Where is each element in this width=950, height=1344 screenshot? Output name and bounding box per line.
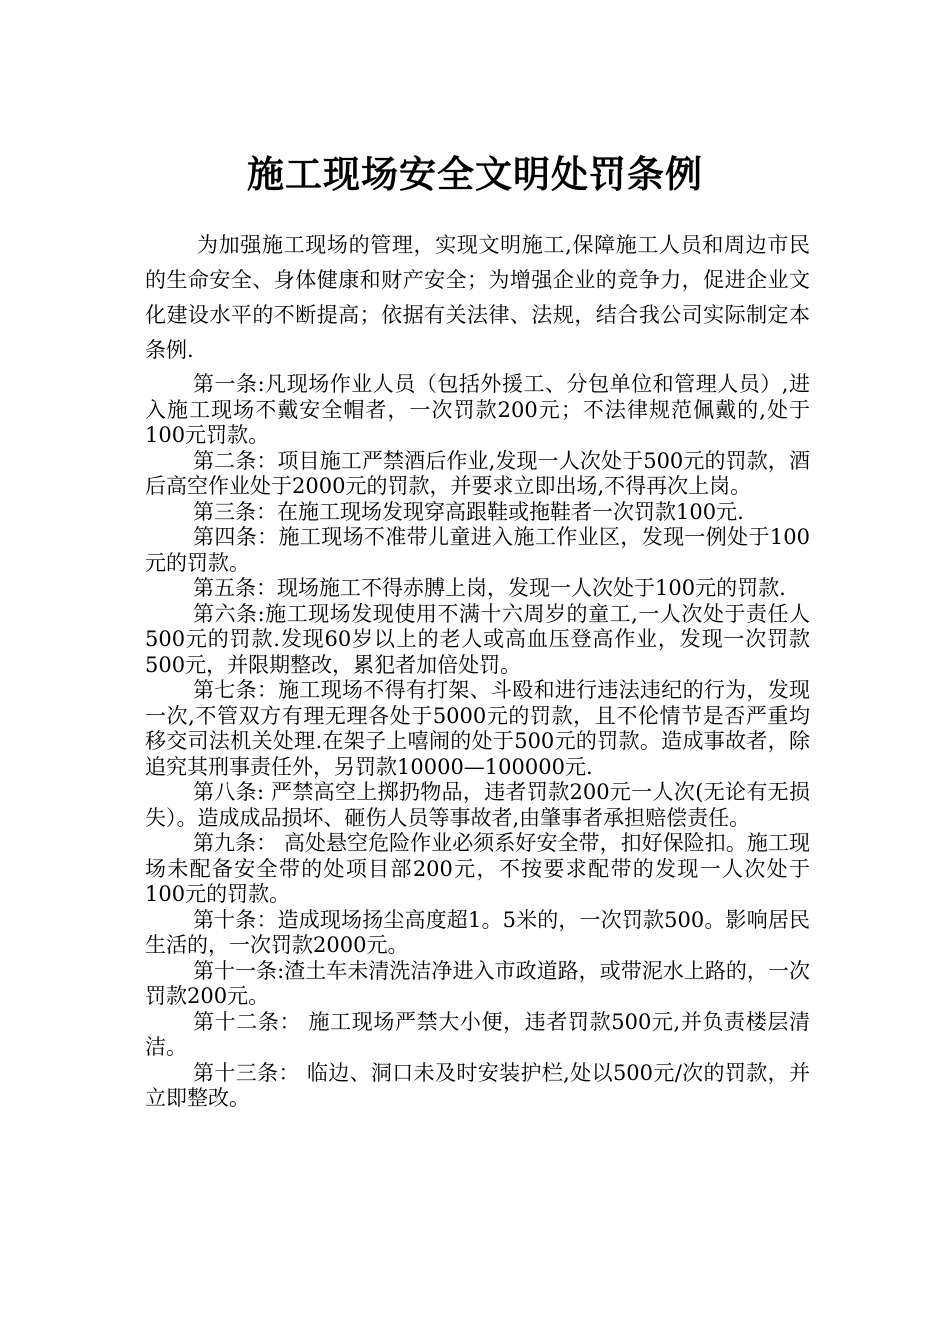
intro-paragraph: 为加强施工现场的管理，实现文明施工,保障施工人员和周边市民的生命安全、身体健康和财产安全；为增强企业的竞争力，促进企业文化建设水平的不断提高；依据有关法律、法规，结合我公司实际制定本条例. <box>145 233 810 362</box>
article-11: 第十一条:渣土车未清洗洁净进入市政道路，或带泥水上路的，一次罚款200元。 <box>145 958 810 1008</box>
article-13: 第十三条： 临边、洞口未及时安装护栏,处以500元/次的罚款，并立即整改。 <box>145 1060 810 1110</box>
article-8: 第八条: 严禁高空上掷扔物品，违者罚款200元一人次(无论有无损失）。造成成品损坏、砸伤人员等事故者,由肇事者承担赔偿责任。 <box>145 780 810 830</box>
articles-list <box>145 372 810 1112</box>
document-title: 施工现场安全文明处罚条例 <box>247 152 703 196</box>
article-5: 第五条：现场施工不得赤膊上岗，发现一人次处于100元的罚款. <box>193 576 786 600</box>
article-12: 第十二条： 施工现场严禁大小便，违者罚款500元,并负责楼层清洁。 <box>145 1009 810 1059</box>
article-2: 第二条：项目施工严禁酒后作业,发现一人次处于500元的罚款，酒后高空作业处于2000元的罚款，并要求立即出场,不得再次上岗。 <box>145 448 810 498</box>
article-1: 第一条:凡现场作业人员（包括外援工、分包单位和管理人员）,进入施工现场不戴安全帽者，一次罚款200元；不法律规范佩戴的,处于100元罚款。 <box>145 372 810 447</box>
article-6: 第六条:施工现场发现使用不满十六周岁的童工,一人次处于责任人500元的罚款.发现60岁以上的老人或高血压登高作业，发现一次罚款500元，并限期整改，累犯者加倍处罚。 <box>145 601 810 677</box>
article-9: 第九条： 高处悬空危险作业必须系好安全带，扣好保险扣。施工现场未配备安全带的处项目部200元，不按要求配带的发现一人次处于100元的罚款。 <box>145 831 810 906</box>
article-7: 第七条：施工现场不得有打架、斗殴和进行违法违纪的行为，发现一次,不管双方有理无理各处于5000元的罚款，且不伦情节是否严重均移交司法机关处理.在架子上嘻闹的处于500元的罚款。造成事故者，除追究其刑事责任外，另罚款10000—100000元. <box>145 678 810 779</box>
article-3: 第三条：在施工现场发现穿高跟鞋或拖鞋者一次罚款100元. <box>193 499 744 524</box>
article-10: 第十条：造成现场扬尘高度超1。5米的，一次罚款500。影响居民生活的，一次罚款2000元。 <box>145 907 810 957</box>
article-4: 第四条：施工现场不准带儿童进入施工作业区，发现一例处于100元的罚款。 <box>145 525 810 575</box>
